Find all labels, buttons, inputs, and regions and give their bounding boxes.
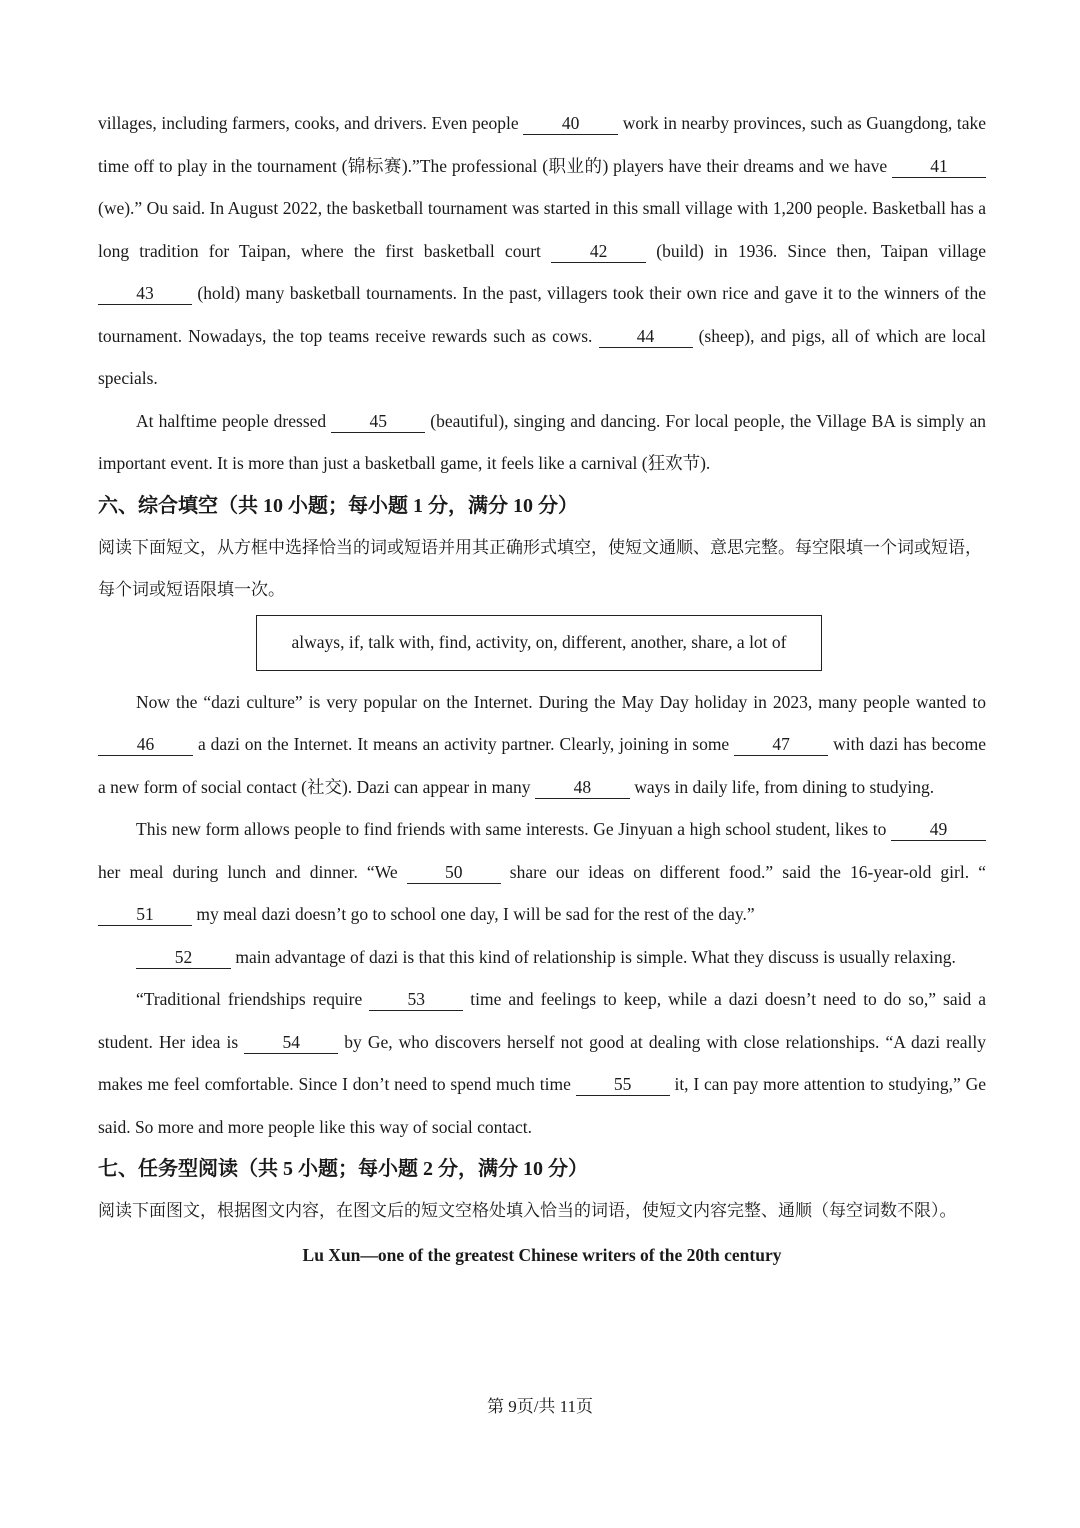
- text: share our ideas on different food.” said the 16-year-old girl. “: [500, 861, 986, 882]
- blank-41[interactable]: 41: [892, 155, 986, 178]
- text: (we).” Ou said. In August 2022, the basketball tournament was started in this small village with 1,200 people. Basketball has a long tradition for Taipan, where the first basketball court: [98, 198, 986, 261]
- blank-44[interactable]: 44: [599, 325, 693, 348]
- blank-49[interactable]: 49: [891, 818, 986, 841]
- blank-40[interactable]: 40: [523, 112, 618, 135]
- section-6-instructions: 阅读下面短文，从方框中选择恰当的词或短语并用其正确形式填空，使短文通顺、意思完整。每空限填一个词或短语，每个词或短语限填一次。: [98, 537, 982, 600]
- paragraph-dazi-2: [98, 808, 986, 936]
- text: villages, including farmers, cooks, and drivers. Even people: [98, 113, 524, 133]
- word-box: always, if, talk with, find, activity, on, different, another, share, a lot of: [256, 615, 822, 671]
- blank-55[interactable]: 55: [576, 1073, 670, 1096]
- text: by Ge, who discovers herself not good at dealing with close relationships. “A dazi really makes me feel comfortable. Since I don’t need to spend much time: [98, 1031, 986, 1094]
- blank-47[interactable]: 47: [734, 733, 828, 756]
- text: (sheep), and pigs, all of which are local specials.: [98, 325, 986, 388]
- blank-48[interactable]: 48: [535, 776, 630, 799]
- text: Now the “dazi culture” is very popular on the Internet. During the May Day holiday in 2023, many people wanted to: [136, 691, 986, 712]
- blank-52[interactable]: 52: [136, 946, 231, 969]
- paragraph-dazi-4: [98, 978, 986, 1148]
- text: her meal during lunch and dinner. “We: [98, 861, 407, 882]
- blank-54[interactable]: 54: [244, 1031, 338, 1054]
- blank-51[interactable]: 51: [98, 903, 192, 926]
- section-6-heading: 六、综合填空（共 10 小题；每小题 1 分，满分 10 分）: [98, 494, 578, 517]
- text: ways in daily life, from dining to studying.: [629, 776, 935, 797]
- blank-43[interactable]: 43: [98, 282, 192, 305]
- text: with dazi has become a new form of social contact (社交). Dazi can appear in many: [98, 734, 986, 797]
- text: (build) in 1936. Since then, Taipan village: [646, 240, 986, 261]
- text: main advantage of dazi is that this kind of relationship is simple. What they discuss is usually relaxing.: [231, 946, 956, 967]
- text: a dazi on the Internet. It means an activity partner. Clearly, joining in some: [193, 734, 735, 754]
- paragraph-dazi-3: [98, 936, 986, 979]
- text: work in nearby provinces, such as Guangdong, take time off to play in the tournament (锦标赛).”The professional (职业的) players have their dreams and we have: [98, 113, 986, 176]
- blank-42[interactable]: 42: [551, 240, 646, 263]
- text: (hold) many basketball tournaments. In the past, villagers took their own rice and gave it to the winners of the tournament. Nowadays, the top teams receive rewards such as cows.: [98, 283, 986, 346]
- exam-page-content: [98, 102, 986, 1276]
- text: my meal dazi doesn’t go to school one day, I will be sad for the rest of the day.”: [192, 904, 755, 924]
- blank-45[interactable]: 45: [331, 410, 425, 433]
- paragraph-village-ba-2: [98, 400, 986, 485]
- section-7-heading: 七、任务型阅读（共 5 小题；每小题 2 分，满分 10 分）: [98, 1158, 588, 1180]
- word-box-container: [98, 611, 986, 681]
- blank-46[interactable]: 46: [98, 733, 193, 756]
- paragraph-village-ba-1: [98, 102, 986, 400]
- section-7-instructions: 阅读下面图文，根据图文内容，在图文后的短文空格处填入恰当的词语，使短文内容完整、通顺（每空词数不限）。: [98, 1201, 957, 1221]
- page-number-footer: 第 9页/共 11页: [486, 1397, 594, 1416]
- blank-53[interactable]: 53: [369, 988, 463, 1011]
- text: This new form allows people to find friends with same interests. Ge Jinyuan a high school student, likes to: [136, 819, 891, 839]
- paragraph-dazi-1: [98, 681, 986, 809]
- text: (beautiful), singing and dancing. For local people, the Village BA is simply an important event. It is more than just a basketball game, it feels like a carnival (狂欢节).: [98, 410, 986, 473]
- text: it, I can pay more attention to studying,” Ge said. So more and more people like this way of social contact.: [98, 1074, 986, 1137]
- blank-50[interactable]: 50: [407, 861, 501, 884]
- text: At halftime people dressed: [136, 410, 332, 431]
- text: time and feelings to keep, while a dazi doesn’t need to do so,” said a student. Her idea is: [98, 989, 986, 1052]
- text: “Traditional friendships require: [136, 989, 370, 1009]
- passage-title: Lu Xun—one of the greatest Chinese writers of the 20th century: [302, 1245, 782, 1265]
